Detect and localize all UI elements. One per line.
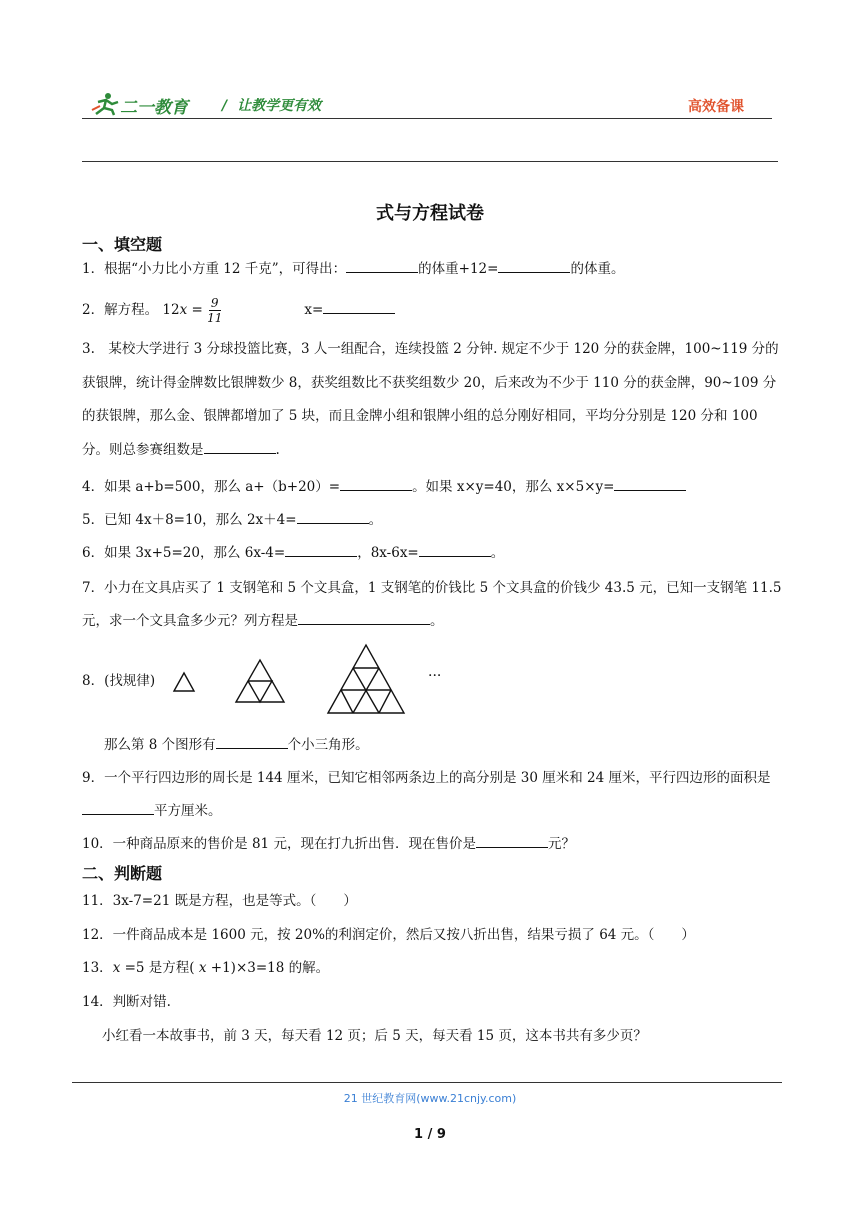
q6-text-pre: 6．如果 3x+5=20，那么 6x-4= (82, 545, 286, 561)
fraction-denominator: 11 (207, 311, 223, 325)
answer-blank[interactable] (419, 542, 491, 557)
question-14 (82, 987, 782, 1018)
pattern-continuation: ··· (428, 668, 442, 684)
q10-text-post: 元？ (547, 836, 575, 852)
q13-variable: x (198, 960, 207, 976)
answer-blank[interactable] (204, 439, 276, 454)
q6-text-post: 。 (490, 545, 505, 561)
triangle-figure-3 (328, 645, 404, 713)
footer-divider (72, 1082, 782, 1083)
q8-text-post: 个小三角形。 (287, 737, 369, 753)
q13-text-post: +1)×3=18 的解。 (206, 960, 330, 976)
header-slogan: / 让教学更有效 (222, 98, 322, 114)
page-header (82, 92, 772, 118)
q13-variable: x (112, 960, 121, 976)
question-8 (82, 730, 804, 761)
question-12 (82, 920, 782, 951)
q11-text: 11．3x-7=21 既是方程，也是等式。（ ） (82, 893, 357, 909)
q4-text-mid: 。如果 x×y=40，那么 x×5×y= (412, 479, 615, 495)
answer-blank[interactable] (297, 509, 369, 524)
answer-blank[interactable] (323, 299, 395, 314)
question-11 (82, 886, 782, 917)
triangle-figure-1 (174, 673, 194, 691)
q7-text-post: 。 (430, 613, 444, 629)
top-rule (82, 161, 778, 162)
fraction-numerator: 9 (210, 296, 219, 310)
triangle-figure-2 (236, 660, 284, 702)
q2-variable: x (179, 302, 188, 318)
q8-text-pre: 那么第 8 个图形有 (104, 737, 216, 753)
q1-text-post: 的体重。 (570, 261, 625, 277)
q9-text-post: 平方厘米。 (154, 803, 222, 819)
q14-statement: 小红看一本故事书，前 3 天，每天看 12 页；后 5 天，每天看 15 页，这本书共有多少页？ (102, 1028, 647, 1044)
section-judge-heading: 二、判断题 (82, 864, 163, 883)
question-1 (82, 254, 782, 285)
q10-text-pre: 10．一种商品原来的售价是 81 元，现在打九折出售．现在售价是 (82, 836, 476, 852)
logo-text: 二一教育 (120, 98, 188, 118)
q6-text-mid: ，8x-6x= (357, 545, 419, 561)
q13-text-pre: 13． (82, 960, 113, 976)
answer-blank[interactable] (346, 258, 418, 273)
q1-text-mid: 的体重+12= (418, 261, 499, 277)
q1-text-pre: 1．根据“小力比小方重 12 千克”，可得出： (82, 261, 347, 277)
page-title: 式与方程试卷 (376, 203, 484, 224)
answer-blank[interactable] (340, 476, 412, 491)
q3-text: 3. 某校大学进行 3 分球投篮比赛，3 人一组配合，连续投篮 2 分钟. 规定不少于 120 分的获金牌，100~119 分的获银牌，统计得金牌数比银牌数少 8，获奖组数比不获奖组数少 20，后来改为不少于 110 分的获金牌，90~109 分的获银牌，那么金、银牌都增加了 5 块，而且金牌小组和银牌小组的总分刚好相同，平均分分别是 120 分和 100 分。则总参赛组数是 (82, 341, 779, 458)
q5-text-post: 。 (368, 512, 383, 528)
question-13 (82, 953, 782, 984)
header-tagline: 高效备课 (688, 99, 744, 115)
q3-text-post: . (275, 441, 280, 458)
q2-text-pre: 2．解方程。 12 (82, 302, 180, 318)
question-10 (82, 829, 782, 860)
answer-blank[interactable] (82, 800, 154, 815)
q7-text: 7．小力在文具店买了 1 支钢笔和 5 个文具盒，1 支钢笔的价钱比 5 个文具盒的价钱少 43.5 元，已知一支钢笔 11.5 元，求一个文具盒多少元？列方程是 (82, 580, 782, 629)
answer-blank[interactable] (476, 833, 548, 848)
triangle-pattern-figure (170, 640, 460, 720)
answer-blank[interactable] (498, 258, 570, 273)
answer-blank[interactable] (285, 542, 357, 557)
section-fill-heading: 一、填空题 (82, 235, 163, 254)
q13-text-mid: =5 是方程( (120, 960, 199, 976)
slogan-text: 让教学更有效 (237, 98, 322, 114)
q5-text-pre: 5．已知 4x＋8=10，那么 2x＋4= (82, 512, 297, 528)
question-5 (82, 505, 782, 536)
q14-text: 14．判断对错. (82, 994, 171, 1010)
answer-blank[interactable] (216, 734, 288, 749)
question-7 (82, 572, 782, 638)
question-2 (82, 295, 782, 326)
question-4 (82, 472, 782, 503)
footer-site[interactable]: 21 世纪教育网(www.21cnjy.com) (343, 1092, 517, 1105)
q4-text-pre: 4．如果 a+b=500，那么 a+（b+20）= (82, 479, 341, 495)
page-number: 1 / 9 (414, 1127, 446, 1142)
q9-text: 9．一个平行四边形的周长是 144 厘米，已知它相邻两条边上的高分别是 30 厘米和 24 厘米，平行四边形的面积是 (82, 770, 771, 786)
question-6 (82, 538, 782, 569)
answer-blank[interactable] (614, 476, 686, 491)
question-9 (82, 762, 782, 828)
answer-blank[interactable] (298, 610, 430, 625)
question-14-statement (82, 1021, 802, 1052)
q8-label: 8．(找规律) (82, 673, 156, 689)
q12-text: 12．一件商品成本是 1600 元，按 20%的利润定价，然后又按八折出售，结果亏损了 64 元。（ ） (82, 927, 695, 943)
q2-equals: = (187, 302, 208, 318)
header-divider (82, 118, 772, 119)
q2-answer-label: x= (304, 302, 324, 318)
question-3 (82, 333, 782, 467)
fraction (207, 296, 222, 325)
